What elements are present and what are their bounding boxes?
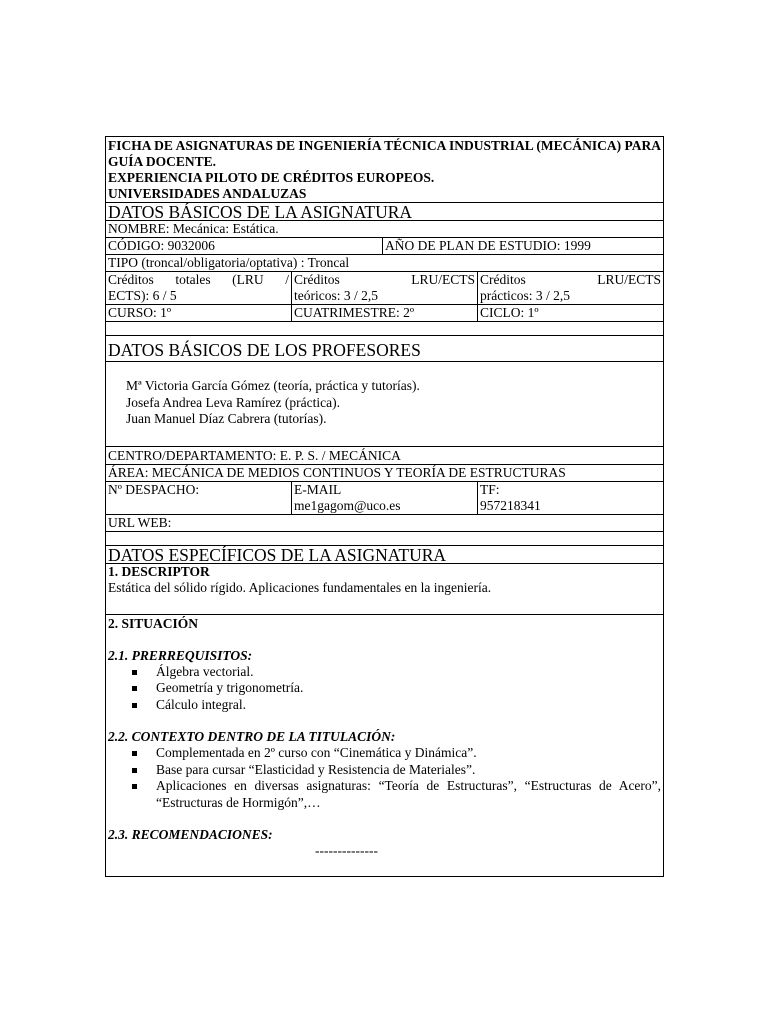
creditos-totales <box>106 272 292 305</box>
tipo-field: TIPO (troncal/obligatoria/optativa) : Troncal <box>106 255 664 272</box>
contexto-title: 2.2. CONTEXTO DENTRO DE LA TITULACIÓN: <box>108 729 396 744</box>
creditos-teoricos <box>292 272 478 305</box>
profesor-item: Juan Manuel Díaz Cabrera (tutorías). <box>126 411 327 426</box>
document-header <box>106 137 664 203</box>
area-field: ÁREA: MECÁNICA DE MEDIOS CONTINUOS Y TEORÍA DE ESTRUCTURAS <box>106 464 664 481</box>
list-item: Álgebra vectorial. <box>156 664 661 681</box>
url-field: URL WEB: <box>106 514 664 531</box>
prerrequisitos-title: 2.1. PRERREQUISITOS: <box>108 647 253 663</box>
section-title-profesores: DATOS BÁSICOS DE LOS PROFESORES <box>106 336 664 362</box>
email-label: E-MAIL <box>294 481 342 497</box>
list-item: Aplicaciones en diversas asignaturas: “Teoría de Estructuras”, “Estructuras de Acero”, “Estructuras de Hormigón”,… <box>156 778 662 810</box>
header-line-2: EXPERIENCIA PILOTO DE CRÉDITOS EUROPEOS. <box>108 170 435 185</box>
descriptor-title: 1. DESCRIPTOR <box>108 563 210 579</box>
course-sheet <box>105 136 663 877</box>
situacion-title: 2. SITUACIÓN <box>108 615 199 631</box>
section-title-especificos: DATOS ESPECÍFICOS DE LA ASIGNATURA <box>106 545 664 563</box>
creditos-teoricos-line1: Créditos LRU/ECTS <box>294 272 475 287</box>
ciclo-field: CICLO: 1º <box>478 305 664 322</box>
plan-field: AÑO DE PLAN DE ESTUDIO: 1999 <box>383 238 664 255</box>
tf-value: 957218341 <box>480 497 541 513</box>
curso-field: CURSO: 1º <box>106 305 292 322</box>
list-item: Base para cursar “Elasticidad y Resistencia de Materiales”. <box>156 762 661 779</box>
creditos-totales-line1: Créditos totales (LRU / <box>108 272 289 287</box>
creditos-practicos-line2: prácticos: 3 / 2,5 <box>480 288 570 303</box>
contexto-list <box>108 745 661 811</box>
email-cell <box>292 481 478 514</box>
recomendaciones-text: -------------- <box>315 843 378 858</box>
creditos-row <box>106 272 664 305</box>
profesor-item: Mª Victoria García Gómez (teoría, práctica y tutorías). <box>126 378 420 393</box>
tf-cell <box>478 481 664 514</box>
tf-label: TF: <box>480 481 500 497</box>
situacion-cell <box>106 614 664 877</box>
list-item: Cálculo integral. <box>156 697 661 714</box>
spacer-row <box>106 322 664 336</box>
centro-field: CENTRO/DEPARTAMENTO: E. P. S. / MECÁNICA <box>106 446 664 464</box>
profesor-item: Josefa Andrea Leva Ramírez (práctica). <box>126 394 341 410</box>
despacho-field: Nº DESPACHO: <box>106 481 292 514</box>
descriptor-cell <box>106 563 664 614</box>
codigo-field: CÓDIGO: 9032006 <box>106 238 383 255</box>
course-table <box>105 136 664 877</box>
list-item: Complementada en 2º curso con “Cinemática y Dinámica”. <box>156 745 661 762</box>
email-value: me1gagom@uco.es <box>294 497 401 513</box>
creditos-practicos-line1: Créditos LRU/ECTS <box>480 272 662 287</box>
creditos-teoricos-line2: teóricos: 3 / 2,5 <box>294 288 378 303</box>
creditos-practicos <box>478 272 664 305</box>
spacer-row <box>106 531 664 545</box>
header-line-1: FICHA DE ASIGNATURAS DE INGENIERÍA TÉCNICA INDUSTRIAL (MECÁNICA) PARA GUÍA DOCENTE. <box>108 138 662 169</box>
list-item: Geometría y trigonometría. <box>156 680 661 697</box>
cuatrimestre-field: CUATRIMESTRE: 2º <box>292 305 478 322</box>
header-row <box>106 137 664 203</box>
prerrequisitos-list <box>108 664 661 714</box>
nombre-field: NOMBRE: Mecánica: Estática. <box>106 221 664 238</box>
creditos-totales-line2: ECTS): 6 / 5 <box>108 288 177 303</box>
descriptor-text: Estática del sólido rígido. Aplicaciones fundamentales en la ingeniería. <box>108 579 492 595</box>
recomendaciones-title: 2.3. RECOMENDACIONES: <box>108 827 273 842</box>
section-title-asignatura: DATOS BÁSICOS DE LA ASIGNATURA <box>106 203 664 221</box>
profesores-list <box>106 362 664 447</box>
header-line-3: UNIVERSIDADES ANDALUZAS <box>108 186 307 201</box>
